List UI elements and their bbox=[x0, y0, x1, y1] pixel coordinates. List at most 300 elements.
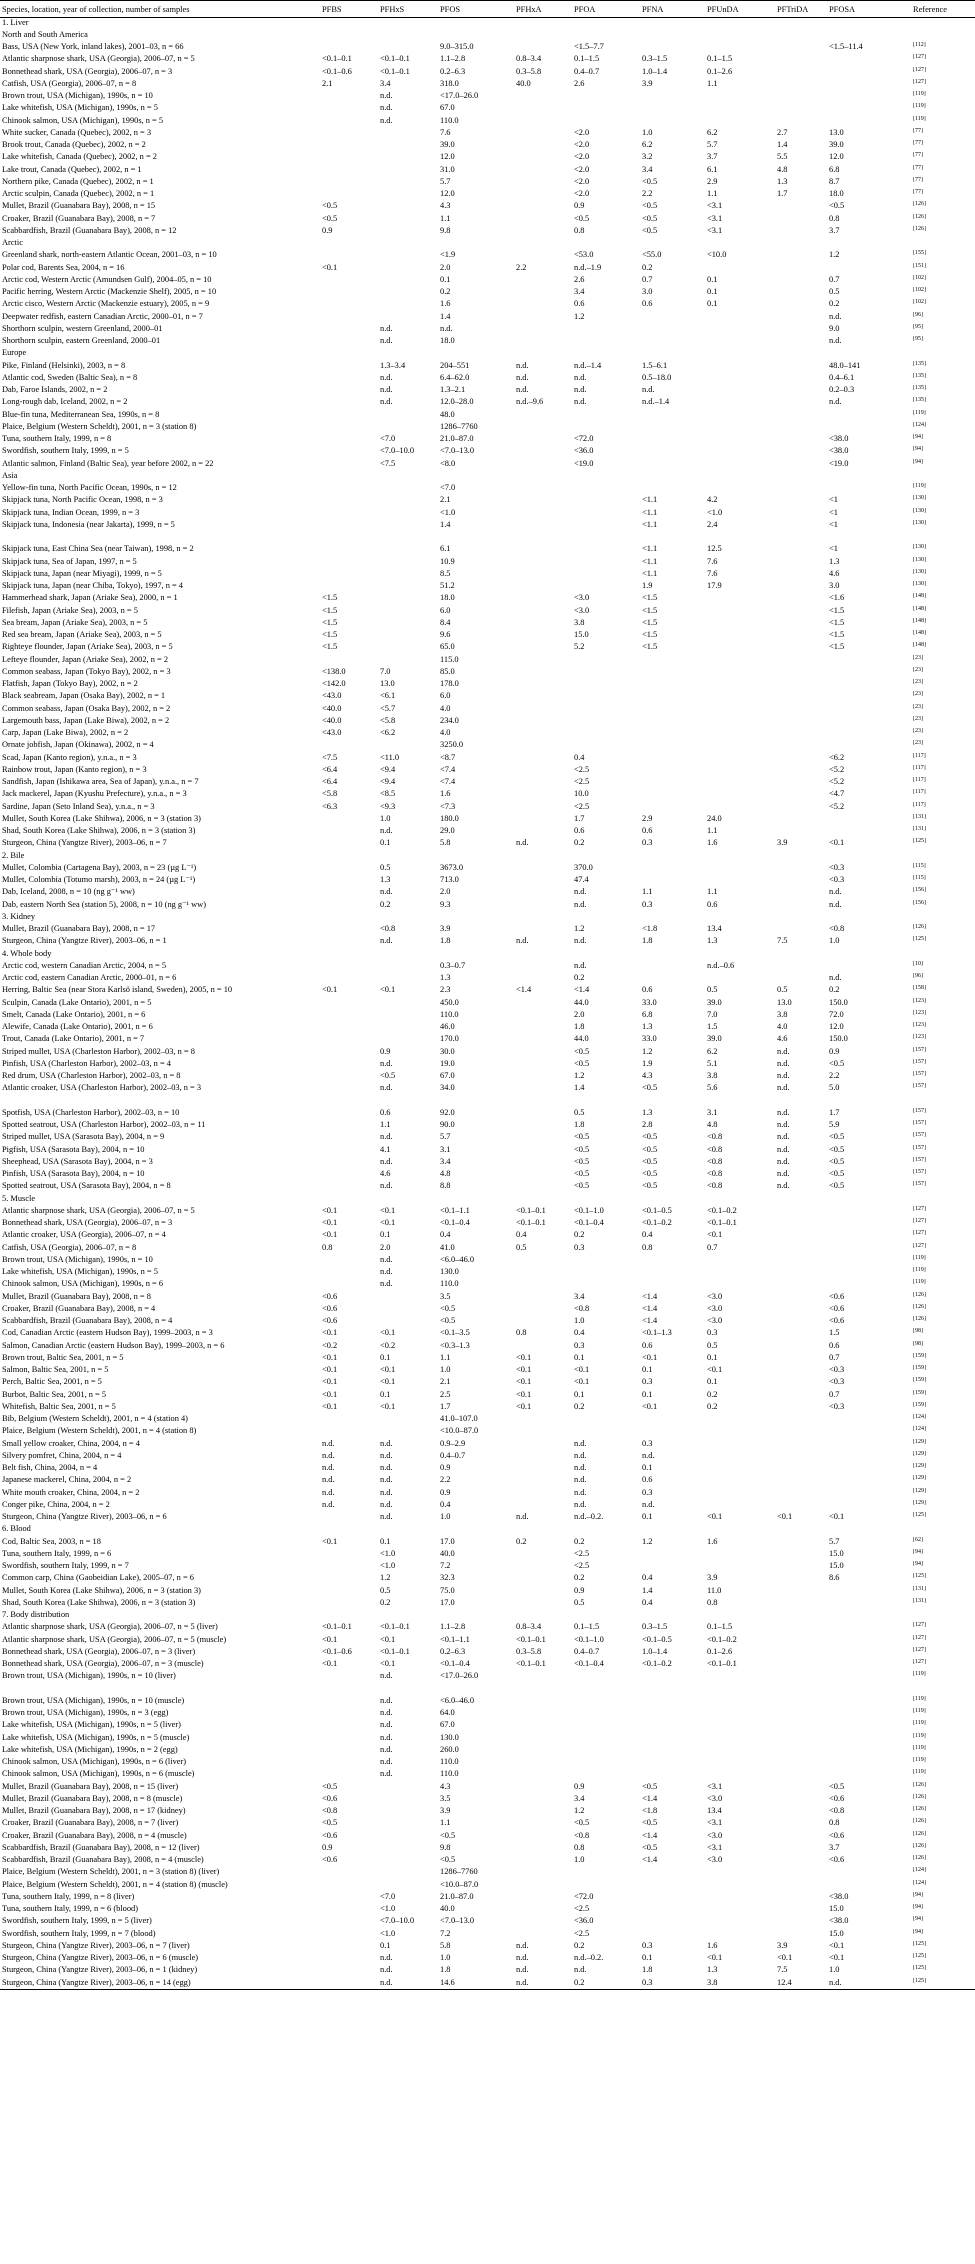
value-cell bbox=[640, 1892, 705, 1904]
value-cell bbox=[775, 1451, 827, 1463]
value-cell bbox=[514, 1892, 572, 1904]
reference-cell: [127] bbox=[913, 66, 926, 73]
value-cell: <6.0–46.0 bbox=[440, 1254, 475, 1264]
value-cell bbox=[775, 1341, 827, 1353]
value-cell: <0.1–0.2 bbox=[642, 1659, 672, 1669]
row-label: Swordfish, southern Italy, 1999, n = 5 bbox=[2, 446, 129, 456]
value-cell bbox=[775, 1463, 827, 1475]
section-heading-row bbox=[0, 949, 975, 961]
value-cell bbox=[827, 1096, 911, 1108]
value-cell bbox=[775, 1916, 827, 1928]
value-cell bbox=[514, 214, 572, 226]
table-row bbox=[0, 1892, 975, 1904]
value-cell bbox=[827, 740, 911, 752]
table-row bbox=[0, 495, 975, 507]
value-cell bbox=[827, 716, 911, 728]
value-cell: <2.0 bbox=[574, 176, 590, 186]
value-cell: 3.7 bbox=[829, 225, 840, 235]
value-cell bbox=[827, 1414, 911, 1426]
reference-cell: [77] bbox=[913, 189, 923, 196]
value-cell bbox=[705, 1096, 775, 1108]
value-cell bbox=[640, 973, 705, 985]
reference-cell: [112] bbox=[913, 42, 926, 49]
value-cell: <7.0–10.0 bbox=[380, 446, 415, 456]
value-cell bbox=[320, 1733, 378, 1745]
value-cell: 5.8 bbox=[440, 838, 451, 848]
value-cell bbox=[572, 1610, 640, 1622]
value-cell: 170.0 bbox=[440, 1034, 459, 1044]
value-cell bbox=[775, 1524, 827, 1536]
value-cell bbox=[640, 777, 705, 789]
value-cell: 12.4 bbox=[777, 1977, 792, 1987]
value-cell: 1.0 bbox=[440, 1953, 451, 1963]
value-cell: <0.2 bbox=[322, 1340, 338, 1350]
value-cell bbox=[514, 1414, 572, 1426]
row-label: Small yellow croaker, China, 2004, n = 4 bbox=[2, 1438, 140, 1448]
value-cell: 3.9 bbox=[440, 924, 451, 934]
value-cell bbox=[572, 91, 640, 103]
reference-cell: [127] bbox=[913, 54, 926, 61]
value-cell bbox=[320, 177, 378, 189]
value-cell: 1.2 bbox=[642, 1046, 653, 1056]
value-cell bbox=[320, 1941, 378, 1953]
value-cell: 3.4 bbox=[380, 78, 391, 88]
row-label: Skipjack tuna, East China Sea (near Taiwan), 1998, n = 2 bbox=[2, 544, 194, 554]
value-cell bbox=[378, 1880, 438, 1892]
value-cell bbox=[378, 312, 438, 324]
value-cell: n.d.–0.6 bbox=[707, 960, 735, 970]
value-cell: 2.2 bbox=[829, 1071, 840, 1081]
value-cell bbox=[775, 459, 827, 471]
value-cell: 3.0 bbox=[642, 287, 653, 297]
value-cell: 3.1 bbox=[440, 1144, 451, 1154]
table-row bbox=[0, 1818, 975, 1830]
value-cell bbox=[705, 385, 775, 397]
value-cell: <0.5 bbox=[440, 1303, 456, 1313]
table-row bbox=[0, 1475, 975, 1487]
value-cell: 1.6 bbox=[707, 838, 718, 848]
value-cell bbox=[320, 863, 378, 875]
table-row bbox=[0, 1843, 975, 1855]
value-cell bbox=[705, 459, 775, 471]
value-cell bbox=[514, 1794, 572, 1806]
value-cell: 3.8 bbox=[707, 1071, 718, 1081]
value-cell: <0.1 bbox=[380, 985, 396, 995]
value-cell bbox=[514, 1181, 572, 1193]
row-label: Lake trout, Canada (Quebec), 2002, n = 1 bbox=[2, 164, 142, 174]
table-row bbox=[0, 1181, 975, 1193]
table-row bbox=[0, 1328, 975, 1340]
value-cell bbox=[775, 91, 827, 103]
value-cell: <8.0 bbox=[440, 458, 456, 468]
row-label: Dab, Faroe Islands, 2002, n = 2 bbox=[2, 385, 108, 395]
value-cell: 0.2 bbox=[574, 1230, 585, 1240]
value-cell: n.d. bbox=[380, 1463, 393, 1473]
value-cell bbox=[320, 508, 378, 520]
value-cell: <0.1 bbox=[322, 1659, 338, 1669]
value-cell bbox=[827, 67, 911, 79]
value-cell bbox=[378, 1414, 438, 1426]
value-cell: <38.0 bbox=[829, 1891, 849, 1901]
value-cell bbox=[378, 1867, 438, 1879]
value-cell bbox=[775, 1720, 827, 1732]
row-label: Pinfish, USA (Charleston Harbor), 2002–03, n = 4 bbox=[2, 1058, 171, 1068]
value-cell bbox=[775, 593, 827, 605]
value-cell: <2.0 bbox=[574, 189, 590, 199]
column-header: PFNA bbox=[642, 5, 664, 14]
table-row bbox=[0, 704, 975, 716]
value-cell bbox=[572, 1708, 640, 1720]
value-cell bbox=[514, 777, 572, 789]
table-row bbox=[0, 103, 975, 115]
value-cell: <8.7 bbox=[440, 752, 456, 762]
value-cell: <0.8 bbox=[707, 1156, 723, 1166]
value-cell bbox=[775, 1488, 827, 1500]
value-cell: 1.2 bbox=[574, 1071, 585, 1081]
value-cell bbox=[775, 1904, 827, 1916]
value-cell bbox=[827, 851, 911, 863]
section-heading-row bbox=[0, 30, 975, 42]
value-cell bbox=[514, 1267, 572, 1279]
reference-cell: [125] bbox=[913, 1512, 926, 1519]
section-label: 2. Bile bbox=[2, 850, 25, 860]
reference-cell: [77] bbox=[913, 127, 923, 134]
value-cell: 0.1 bbox=[707, 1377, 718, 1387]
value-cell bbox=[320, 1010, 378, 1022]
value-cell bbox=[827, 1194, 911, 1206]
value-cell: <0.3 bbox=[829, 862, 845, 872]
value-cell bbox=[640, 30, 705, 42]
value-cell bbox=[705, 606, 775, 618]
value-cell bbox=[514, 581, 572, 593]
value-cell: <0.1 bbox=[380, 1218, 396, 1228]
value-cell: <1.5–11.4 bbox=[829, 42, 863, 52]
value-cell bbox=[705, 30, 775, 42]
table-row bbox=[0, 1096, 975, 1108]
reference-cell: [126] bbox=[913, 213, 926, 220]
value-cell bbox=[827, 1684, 911, 1696]
value-cell: 0.5 bbox=[829, 287, 840, 297]
row-label: Skipjack tuna, Japan (near Chiba, Tokyo), 1997, n = 4 bbox=[2, 581, 183, 591]
value-cell: n.d. bbox=[380, 1279, 393, 1289]
reference-cell: [129] bbox=[913, 1450, 926, 1457]
value-cell bbox=[514, 704, 572, 716]
value-cell: <19.0 bbox=[829, 458, 849, 468]
value-cell bbox=[514, 446, 572, 458]
value-cell bbox=[827, 679, 911, 691]
value-cell: 9.6 bbox=[440, 630, 451, 640]
value-cell: 1.4 bbox=[440, 311, 451, 321]
value-cell bbox=[640, 1267, 705, 1279]
reference-cell: [95] bbox=[913, 336, 923, 343]
value-cell bbox=[572, 30, 640, 42]
value-cell bbox=[514, 1022, 572, 1034]
table-row bbox=[0, 838, 975, 850]
value-cell: <2.5 bbox=[574, 1548, 590, 1558]
value-cell bbox=[775, 1353, 827, 1365]
table-row bbox=[0, 998, 975, 1010]
reference-cell: [117] bbox=[913, 764, 926, 771]
row-label: Dab, eastern North Sea (station 5), 2008, n = 10 (ng g⁻¹ ww) bbox=[2, 899, 207, 909]
value-cell: <0.5 bbox=[829, 1058, 845, 1068]
value-cell bbox=[378, 299, 438, 311]
value-cell: 0.7 bbox=[829, 274, 840, 284]
reference-cell: [23] bbox=[913, 715, 923, 722]
value-cell bbox=[514, 91, 572, 103]
value-cell bbox=[640, 765, 705, 777]
value-cell: 3.5 bbox=[440, 1793, 451, 1803]
value-cell bbox=[775, 226, 827, 238]
value-cell bbox=[514, 312, 572, 324]
value-cell: <0.1–0.1 bbox=[516, 1205, 546, 1215]
value-cell: <0.5 bbox=[642, 1781, 658, 1791]
value-cell bbox=[827, 103, 911, 115]
value-cell: <2.0 bbox=[574, 164, 590, 174]
value-cell bbox=[640, 949, 705, 961]
value-cell bbox=[378, 189, 438, 201]
value-cell: <0.1–0.1 bbox=[516, 1218, 546, 1228]
value-cell: 24.0 bbox=[707, 813, 722, 823]
value-cell: n.d. bbox=[322, 1487, 335, 1497]
row-label: Atlantic sharpnose shark, USA (Georgia), 2006–07, n = 5 (muscle) bbox=[2, 1634, 227, 1644]
value-cell: 4.3 bbox=[440, 201, 451, 211]
value-cell: 18.0 bbox=[440, 593, 455, 603]
value-cell bbox=[572, 1096, 640, 1108]
value-cell: 15.0 bbox=[829, 1548, 844, 1558]
section-label: 7. Body distribution bbox=[2, 1610, 70, 1620]
value-cell bbox=[775, 716, 827, 728]
reference-cell: [131] bbox=[913, 826, 926, 833]
value-cell: 0.1 bbox=[642, 1365, 653, 1375]
value-cell bbox=[827, 1206, 911, 1218]
value-cell bbox=[514, 1500, 572, 1512]
value-cell: <0.1 bbox=[380, 1205, 396, 1215]
value-cell: 40.0 bbox=[440, 1904, 455, 1914]
value-cell: 3.4 bbox=[574, 1793, 585, 1803]
value-cell bbox=[320, 998, 378, 1010]
row-label: Mullet, Brazil (Guanabara Bay), 2008, n = 17 (kidney) bbox=[2, 1806, 186, 1816]
value-cell: <0.8 bbox=[829, 924, 845, 934]
section-heading-row bbox=[0, 851, 975, 863]
value-cell bbox=[705, 1561, 775, 1573]
value-cell bbox=[775, 18, 827, 30]
table-row bbox=[0, 508, 975, 520]
value-cell bbox=[378, 177, 438, 189]
value-cell bbox=[705, 655, 775, 667]
row-label: Deepwater redfish, eastern Canadian Arctic, 2000–01, n = 7 bbox=[2, 311, 203, 321]
reference-cell: [129] bbox=[913, 1475, 926, 1482]
row-label bbox=[0, 1684, 320, 1696]
value-cell: <3.0 bbox=[574, 605, 590, 615]
table-row bbox=[0, 1059, 975, 1071]
value-cell: 4.8 bbox=[440, 1169, 451, 1179]
value-cell bbox=[827, 949, 911, 961]
value-cell: 1.4 bbox=[777, 140, 788, 150]
reference-cell: [130] bbox=[913, 507, 926, 514]
value-cell bbox=[572, 716, 640, 728]
value-cell bbox=[320, 373, 378, 385]
value-cell: <1.4 bbox=[516, 985, 532, 995]
value-cell bbox=[514, 1439, 572, 1451]
reference-cell: [98] bbox=[913, 1340, 923, 1347]
value-cell bbox=[438, 1610, 514, 1622]
value-cell: <0.8 bbox=[707, 1181, 723, 1191]
value-cell: <0.1–1.3 bbox=[642, 1328, 672, 1338]
row-label: Jack mackerel, Japan (Kyushu Prefecture), y.n.a., n = 3 bbox=[2, 789, 187, 799]
value-cell: 178.0 bbox=[440, 679, 459, 689]
value-cell: <0.1 bbox=[322, 1634, 338, 1644]
value-cell bbox=[775, 1218, 827, 1230]
value-cell: <0.1 bbox=[380, 1365, 396, 1375]
value-cell bbox=[775, 1230, 827, 1242]
reference-cell: [126] bbox=[913, 201, 926, 208]
value-cell: 15.0 bbox=[829, 1904, 844, 1914]
value-cell: 0.3 bbox=[574, 1340, 585, 1350]
value-cell bbox=[775, 361, 827, 373]
value-cell: <0.1 bbox=[642, 1401, 658, 1411]
value-cell bbox=[378, 1818, 438, 1830]
value-cell bbox=[514, 140, 572, 152]
value-cell: <7.5 bbox=[322, 752, 338, 762]
reference-cell: [127] bbox=[913, 78, 926, 85]
value-cell: 0.5 bbox=[574, 1107, 585, 1117]
value-cell: <1.0 bbox=[380, 1561, 396, 1571]
table-row bbox=[0, 1341, 975, 1353]
row-label: Sturgeon, China (Yangtze River), 2003–06, n = 7 (liver) bbox=[2, 1940, 190, 1950]
row-label: Burbot, Baltic Sea, 2001, n = 5 bbox=[2, 1389, 107, 1399]
value-cell bbox=[320, 471, 378, 483]
value-cell bbox=[514, 1610, 572, 1622]
column-header: PFUnDA bbox=[707, 5, 739, 14]
value-cell bbox=[705, 1488, 775, 1500]
value-cell bbox=[320, 165, 378, 177]
value-cell: n.d. bbox=[574, 899, 587, 909]
row-label: Tuna, southern Italy, 1999, n = 6 bbox=[2, 1548, 112, 1558]
value-cell: <0.6 bbox=[829, 1830, 845, 1840]
value-cell bbox=[640, 1916, 705, 1928]
section-label: Arctic bbox=[2, 238, 23, 248]
value-cell: <0.1 bbox=[322, 1536, 338, 1546]
reference-cell: [157] bbox=[913, 1156, 926, 1163]
value-cell bbox=[775, 42, 827, 54]
row-label: Mullet, Brazil (Guanabara Bay), 2008, n = 15 (liver) bbox=[2, 1781, 179, 1791]
reference-cell: [96] bbox=[913, 311, 923, 318]
value-cell: <9.3 bbox=[380, 801, 396, 811]
value-cell: 18.0 bbox=[440, 336, 455, 346]
value-cell bbox=[320, 1916, 378, 1928]
table-row bbox=[0, 189, 975, 201]
value-cell bbox=[320, 912, 378, 924]
value-cell: 0.8 bbox=[829, 213, 840, 223]
value-cell: <0.1–1.0 bbox=[574, 1205, 604, 1215]
table-row bbox=[0, 667, 975, 679]
value-cell: <0.6 bbox=[322, 1855, 338, 1865]
value-cell: <2.5 bbox=[574, 1928, 590, 1938]
value-cell: n.d. bbox=[829, 397, 842, 407]
value-cell: 0.8–3.4 bbox=[516, 1622, 542, 1632]
table-row bbox=[0, 740, 975, 752]
value-cell bbox=[827, 422, 911, 434]
value-cell bbox=[705, 1708, 775, 1720]
reference-cell: [131] bbox=[913, 813, 926, 820]
value-cell bbox=[514, 1169, 572, 1181]
value-cell: <4.7 bbox=[829, 789, 845, 799]
column-header: PFTriDA bbox=[777, 5, 809, 14]
reference-cell: [159] bbox=[913, 1389, 926, 1396]
value-cell bbox=[320, 1157, 378, 1169]
value-cell: 1.6 bbox=[440, 299, 451, 309]
value-cell: 4.8 bbox=[707, 1120, 718, 1130]
row-label: Atlantic sharpnose shark, USA (Georgia), 2006–07, n = 5 (liver) bbox=[2, 1622, 218, 1632]
value-cell bbox=[572, 1671, 640, 1683]
value-cell: 1.1 bbox=[440, 213, 451, 223]
value-cell bbox=[640, 471, 705, 483]
value-cell: <1.1 bbox=[642, 568, 658, 578]
table-row bbox=[0, 557, 975, 569]
reference-cell: [98] bbox=[913, 1328, 923, 1335]
value-cell bbox=[514, 1096, 572, 1108]
value-cell bbox=[775, 1328, 827, 1340]
value-cell bbox=[775, 250, 827, 262]
value-cell: 3.7 bbox=[829, 1842, 840, 1852]
value-cell: 6.0 bbox=[440, 691, 451, 701]
value-cell: n.d. bbox=[380, 1475, 393, 1485]
row-label: Chinook salmon, USA (Michigan), 1990s, n = 5 bbox=[2, 115, 164, 125]
value-cell: 0.1–2.6 bbox=[707, 1646, 733, 1656]
value-cell: 2.9 bbox=[642, 813, 653, 823]
value-cell bbox=[775, 875, 827, 887]
value-cell: <142.0 bbox=[322, 679, 346, 689]
value-cell bbox=[514, 1573, 572, 1585]
value-cell bbox=[640, 875, 705, 887]
value-cell: <0.1 bbox=[380, 1659, 396, 1669]
value-cell: 47.4 bbox=[574, 875, 589, 885]
value-cell bbox=[320, 1745, 378, 1757]
reference-cell: [119] bbox=[913, 483, 926, 490]
value-cell: 1.8 bbox=[440, 936, 451, 946]
value-cell: 1.1 bbox=[707, 826, 718, 836]
table-row bbox=[0, 1880, 975, 1892]
value-cell bbox=[640, 1194, 705, 1206]
value-cell: <0.5 bbox=[829, 1169, 845, 1179]
value-cell bbox=[827, 1230, 911, 1242]
value-cell bbox=[378, 1426, 438, 1438]
value-cell bbox=[514, 1194, 572, 1206]
value-cell: <38.0 bbox=[829, 1916, 849, 1926]
value-cell bbox=[775, 1733, 827, 1745]
value-cell: 6.0 bbox=[440, 605, 451, 615]
value-cell: <1.1 bbox=[642, 507, 658, 517]
value-cell: n.d. bbox=[380, 1695, 393, 1705]
row-label: Plaice, Belgium (Western Scheldt), 2001, n = 4 (station 8) bbox=[2, 1426, 197, 1436]
value-cell bbox=[320, 1904, 378, 1916]
value-cell bbox=[514, 520, 572, 532]
value-cell bbox=[514, 924, 572, 936]
value-cell: 130.0 bbox=[440, 1267, 459, 1277]
reference-cell: [135] bbox=[913, 372, 926, 379]
value-cell bbox=[320, 1953, 378, 1965]
value-cell bbox=[705, 336, 775, 348]
value-cell bbox=[572, 728, 640, 740]
reference-cell: [123] bbox=[913, 1022, 926, 1029]
value-cell: <0.5 bbox=[574, 1132, 590, 1142]
value-cell: 2.0 bbox=[574, 1009, 585, 1019]
reference-cell: [23] bbox=[913, 728, 923, 735]
value-cell: 4.6 bbox=[829, 568, 840, 578]
table-row bbox=[0, 1573, 975, 1585]
value-cell bbox=[827, 1451, 911, 1463]
value-cell bbox=[320, 1169, 378, 1181]
